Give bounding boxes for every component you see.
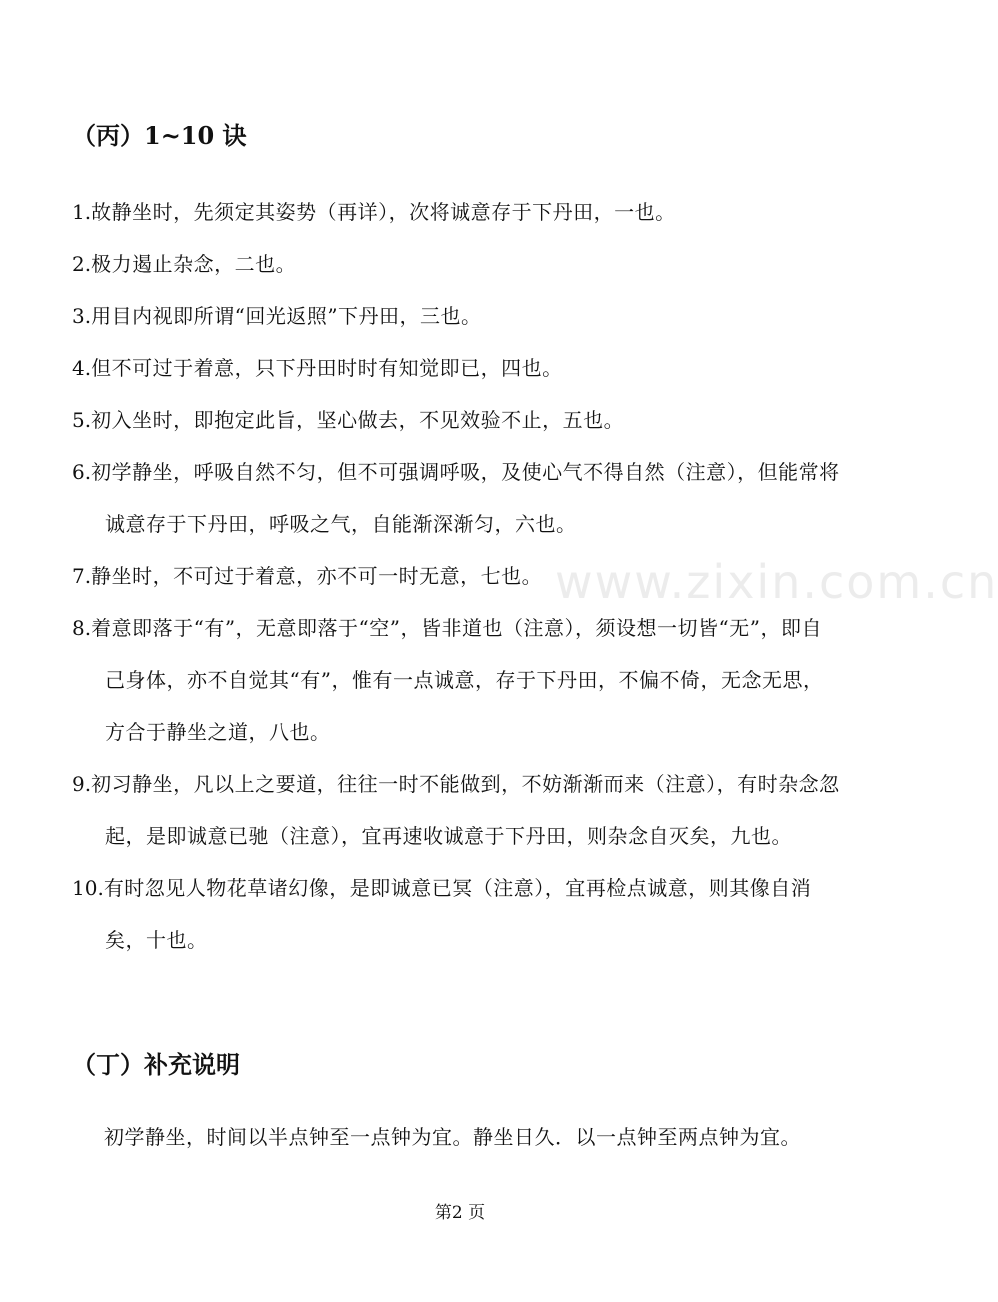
- list-item: [72, 290, 842, 342]
- supplement-paragraph: 初学静坐，时间以半点钟至一点钟为宜。静坐日久．以一点钟至两点钟为宜。: [104, 1125, 801, 1149]
- list-item-text: 用目内视即所谓“回光返照”下丹田，三也。: [91, 304, 482, 328]
- list-item: [72, 446, 842, 550]
- list-item: [72, 862, 842, 966]
- section-heading-ding: （丁）补充说明: [72, 1050, 240, 1079]
- list-item: [72, 186, 842, 238]
- list-item: [72, 758, 842, 862]
- list-item-number: 10.: [72, 876, 104, 900]
- list-item-number: 9.: [72, 772, 92, 796]
- list-item-number: 8.: [72, 616, 92, 640]
- list-item: [72, 602, 842, 758]
- list-item-number: 1.: [72, 200, 92, 224]
- list-item-text: 初习静坐，凡以上之要道，往往一时不能做到，不妨渐渐而来（注意），有时杂念忽起，是即诚意已驰（注意），宜再速收诚意于下丹田，则杂念自灭矣，九也。: [91, 772, 840, 848]
- list-item: [72, 550, 842, 602]
- list-item-text: 故静坐时，先须定其姿势（再详），次将诚意存于下丹田，一也。: [91, 200, 676, 224]
- rules-list: [72, 186, 842, 966]
- list-item-number: 5.: [72, 408, 92, 432]
- list-item-text: 静坐时，不可过于着意，亦不可一时无意，七也。: [91, 564, 543, 588]
- list-item: [72, 342, 842, 394]
- page-number: 第2 页: [434, 1203, 486, 1223]
- list-item: [72, 394, 842, 446]
- list-item-number: 2.: [72, 252, 92, 276]
- list-item-text: 但不可过于着意，只下丹田时时有知觉即已，四也。: [91, 356, 563, 380]
- list-item-text: 有时忽见人物花草诸幻像，是即诚意已冥（注意），宜再检点诚意，则其像自消矣，十也。: [103, 876, 812, 952]
- list-item-number: 7.: [72, 564, 92, 588]
- list-item-number: 4.: [72, 356, 92, 380]
- section-heading-bing: （丙）1~10 诀: [72, 121, 247, 150]
- list-item-number: 3.: [72, 304, 92, 328]
- list-item-text: 初学静坐，呼吸自然不匀，但不可强调呼吸，及使心气不得自然（注意），但能常将诚意存于下丹田，呼吸之气，自能渐深渐匀，六也。: [91, 460, 840, 536]
- list-item-text: 着意即落于“有”，无意即落于“空”，皆非道也（注意），须设想一切皆“无”，即自己身体，亦不自觉其“有”，惟有一点诚意，存于下丹田，不偏不倚，无念无思，方合于静坐之道，八也。: [91, 616, 824, 744]
- list-item-text: 初入坐时，即抱定此旨，坚心做去，不见效验不止，五也。: [91, 408, 625, 432]
- list-item-number: 6.: [72, 460, 92, 484]
- list-item: [72, 238, 842, 290]
- watermark: www.zixin.com.cn: [555, 555, 998, 609]
- list-item-text: 极力遏止杂念，二也。: [91, 252, 297, 276]
